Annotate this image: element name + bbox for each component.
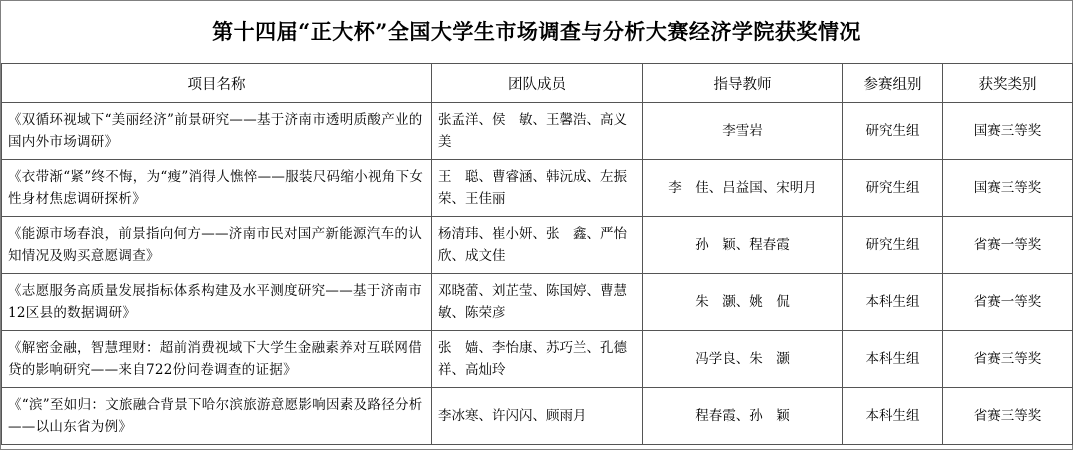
header-advisor: 指导教师: [643, 64, 843, 103]
group-cell: 本科生组: [843, 331, 943, 388]
project-name-cell: 《志愿服务高质量发展指标体系构建及水平测度研究——基于济南市12区县的数据调研》: [2, 274, 432, 331]
table-row: [2, 160, 1073, 217]
award-cell: 国赛三等奖: [943, 103, 1073, 160]
table-header-row: [2, 64, 1073, 103]
award-cell: 省赛一等奖: [943, 274, 1073, 331]
group-cell: 本科生组: [843, 388, 943, 445]
advisor-cell: 李雪岩: [643, 103, 843, 160]
advisor-cell: 程春霞、孙 颖: [643, 388, 843, 445]
table-row: [2, 103, 1073, 160]
team-members-cell: 邓晓蕾、刘芷莹、陈国婷、曹慧敏、陈荣彦: [432, 274, 643, 331]
table-row: [2, 331, 1073, 388]
project-name-cell: 《解密金融，智慧理财：超前消费视域下大学生金融素养对互联网借贷的影响研究——来自722份问卷调查的证据》: [2, 331, 432, 388]
group-cell: 研究生组: [843, 160, 943, 217]
team-members-cell: 王 聪、曹睿涵、韩沅成、左振荣、王佳丽: [432, 160, 643, 217]
advisor-cell: 朱 灏、姚 侃: [643, 274, 843, 331]
header-award: 获奖类别: [943, 64, 1073, 103]
group-cell: 本科生组: [843, 274, 943, 331]
group-cell: 研究生组: [843, 217, 943, 274]
award-cell: 省赛一等奖: [943, 217, 1073, 274]
document-title: 第十四届“正大杯”全国大学生市场调查与分析大赛经济学院获奖情况: [212, 19, 861, 44]
award-cell: 省赛三等奖: [943, 388, 1073, 445]
team-members-cell: 杨清玮、崔小妍、张 鑫、严怡欣、成文佳: [432, 217, 643, 274]
table-row: [2, 388, 1073, 445]
project-name-cell: 《双循环视域下“美丽经济”前景研究——基于济南市透明质酸产业的国内外市场调研》: [2, 103, 432, 160]
advisor-cell: 孙 颖、程春霞: [643, 217, 843, 274]
header-team-members: 团队成员: [432, 64, 643, 103]
table-row: [2, 217, 1073, 274]
project-name-cell: 《“滨”至如归：文旅融合背景下哈尔滨旅游意愿影响因素及路径分析——以山东省为例》: [2, 388, 432, 445]
advisor-cell: 冯学良、朱 灏: [643, 331, 843, 388]
project-name-cell: 《能源市场春浪，前景指向何方——济南市民对国产新能源汽车的认知情况及购买意愿调查》: [2, 217, 432, 274]
award-cell: 省赛三等奖: [943, 331, 1073, 388]
header-project-name: 项目名称: [2, 64, 432, 103]
advisor-cell: 李 佳、吕益国、宋明月: [643, 160, 843, 217]
group-cell: 研究生组: [843, 103, 943, 160]
project-name-cell: 《衣带渐“紧”终不悔，为“瘦”消得人憔悴——服装尺码缩小视角下女性身材焦虑调研探析》: [2, 160, 432, 217]
award-cell: 国赛三等奖: [943, 160, 1073, 217]
team-members-cell: 张孟洋、侯 敏、王馨浩、高义美: [432, 103, 643, 160]
awards-table: [1, 63, 1073, 445]
team-members-cell: 李冰寒、许闪闪、顾雨月: [432, 388, 643, 445]
team-members-cell: 张 嫱、李怡康、苏巧兰、孔德祥、高灿玲: [432, 331, 643, 388]
table-row: [2, 274, 1073, 331]
header-group: 参赛组别: [843, 64, 943, 103]
